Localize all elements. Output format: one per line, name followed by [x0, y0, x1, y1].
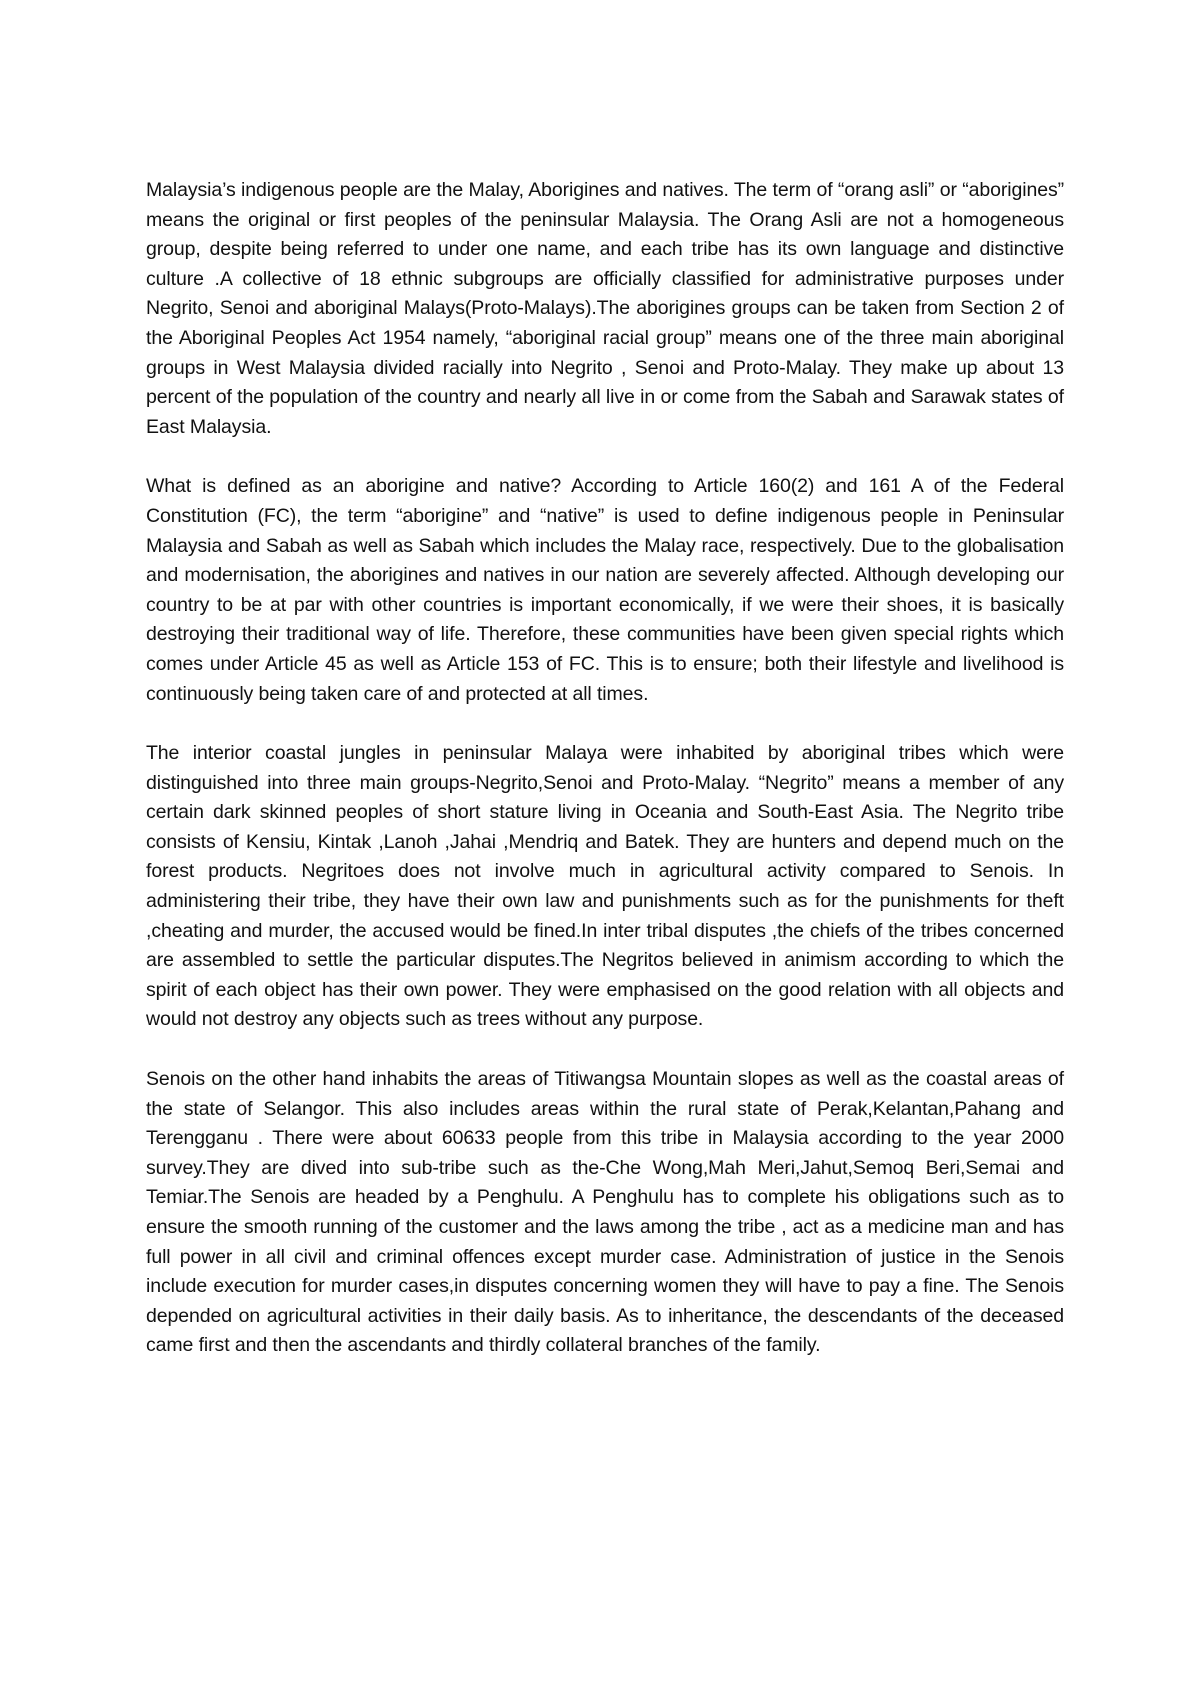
paragraph-negrito: The interior coastal jungles in peninsular Malaya were inhabited by aboriginal tribes which were distinguished into three main groups-Negrito,Senoi and Proto-Malay. “Negrito” means a member of any certain dark skinned peoples of short stature living in Oceania and South-East Asia. The Negrito tribe consists of Kensiu, Kintak ,Lanoh ,Jahai ,Mendriq and Batek. They are hunters and depend much on the forest products. Negritoes does not involve much in agricultural activity compared to Senois. In administering their tribe, they have their own law and punishments such as for the punishments for theft ,cheating and murder, the accused would be fined.In inter tribal disputes ,the chiefs of the tribes concerned are assembled to settle the particular disputes.The Negritos believed in animism according to which the spirit of each object has their own power. They were emphasised on the good relation with all objects and would not destroy any objects such as trees without any purpose. [146, 742, 1064, 1031]
paragraph-definition: What is defined as an aborigine and native? According to Article 160(2) and 161 A of the Federal Constitution (FC), the term “aborigine” and “native” is used to define indigenous people in Peninsular Malaysia and Sabah as well as Sabah which includes the Malay race, respectively. Due to the globalisation and modernisation, the aborigines and natives in our nation are severely affected. Although developing our country to be at par with other countries is important economically, if we were their shoes, it is basically destroying their traditional way of life. Therefore, these communities have been given special rights which comes under Article 45 as well as Article 153 of FC. This is to ensure; both their lifestyle and livelihood is continuously being taken care of and protected at all times. [146, 475, 1064, 705]
paragraph-intro: Malaysia’s indigenous people are the Malay, Aborigines and natives. The term of “orang asli” or “aborigines” means the original or first peoples of the peninsular Malaysia. The Orang Asli are not a homogeneous group, despite being referred to under one name, and each tribe has its own language and distinctive culture .A collective of 18 ethnic subgroups are officially classified for administrative purposes under Negrito, Senoi and aboriginal Malays(Proto-Malays).The aborigines groups can be taken from Section 2 of the Aboriginal Peoples Act 1954 namely, “aboriginal racial group” means one of the three main aboriginal groups in West Malaysia divided racially into Negrito , Senoi and Proto-Malay. They make up about 13 percent of the population of the country and nearly all live in or come from the Sabah and Sarawak states of East Malaysia. [146, 179, 1064, 438]
paragraph-senoi: Senois on the other hand inhabits the areas of Titiwangsa Mountain slopes as well as the coastal areas of the state of Selangor. This also includes areas within the rural state of Perak,Kelantan,Pahang and Terengganu . There were about 60633 people from this tribe in Malaysia according to the year 2000 survey.They are dived into sub-tribe such as the-Che Wong,Mah Meri,Jahut,Semoq Beri,Semai and Temiar.The Senois are headed by a Penghulu. A Penghulu has to complete his obligations such as to ensure the smooth running of the customer and the laws among the tribe , act as a medicine man and has full power in all civil and criminal offences except murder case. Administration of justice in the Senois include execution for murder cases,in disputes concerning women they will have to pay a fine. The Senois depended on agricultural activities in their daily basis. As to inheritance, the descendants of the deceased came first and then the ascendants and thirdly collateral branches of the family. [146, 1068, 1064, 1357]
document-body [146, 176, 1064, 1361]
